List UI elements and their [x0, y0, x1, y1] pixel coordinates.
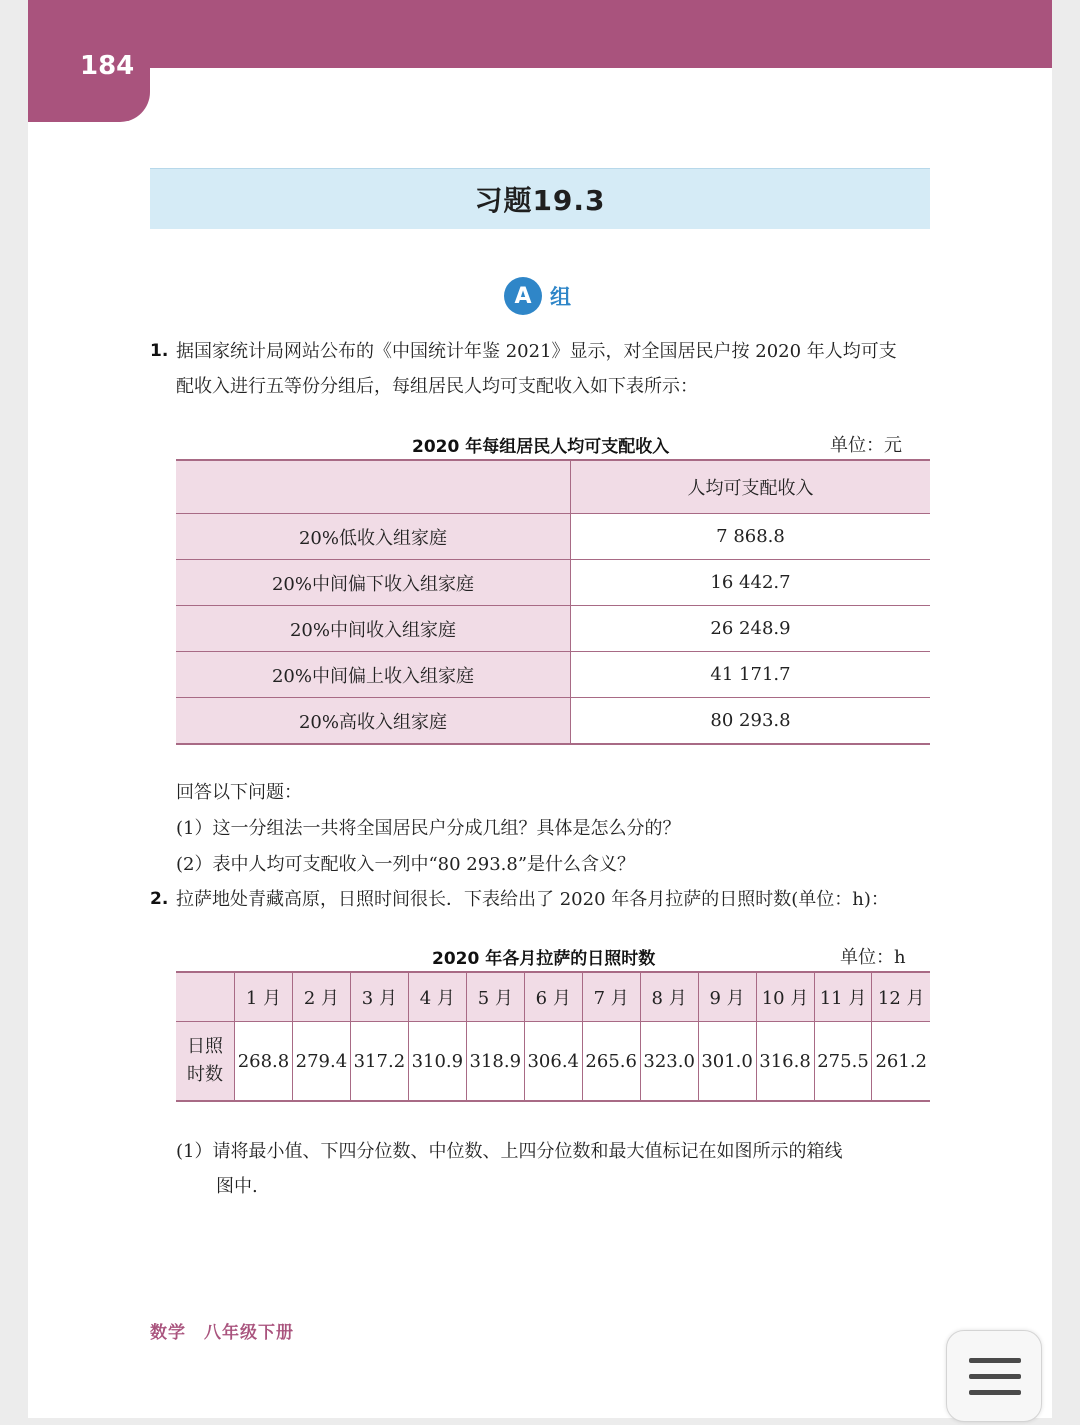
- income-group-cell: 20%低收入组家庭: [176, 514, 571, 560]
- table-row: [176, 652, 930, 698]
- question-2-sub-1-line-1: (1）请将最小值、下四分位数、中位数、上四分位数和最大值标记在如图所示的箱线: [176, 1141, 843, 1162]
- income-value-cell: 7 868.8: [571, 514, 931, 560]
- table-row: [176, 560, 930, 606]
- sunshine-month-row: [176, 972, 930, 1022]
- table-row: [176, 606, 930, 652]
- hamburger-menu-icon: [969, 1358, 1021, 1363]
- sunshine-row-label: [176, 1022, 235, 1102]
- table-row: [176, 514, 930, 560]
- month-header-cell: 10 月: [756, 972, 814, 1022]
- month-header-cell: 12 月: [872, 972, 930, 1022]
- sunshine-table-unit: 单位：h: [840, 947, 906, 968]
- question-2-sub-1-line-2: 图中.: [216, 1176, 258, 1197]
- section-title-bar: [150, 168, 930, 229]
- month-header-cell: 5 月: [466, 972, 524, 1022]
- question-1-line-1: 据国家统计局网站公布的《中国统计年鉴 2021》显示，对全国居民户按 2020 年人均可支: [176, 341, 897, 362]
- income-group-cell: 20%中间偏下收入组家庭: [176, 560, 571, 606]
- income-table-header-empty: [176, 460, 571, 514]
- question-1-sub-1: (1）这一分组法一共将全国居民户分成几组？具体是怎么分的？: [176, 818, 681, 839]
- sunshine-table: [176, 971, 930, 1102]
- month-header-cell: 1 月: [235, 972, 293, 1022]
- table-row: [176, 698, 930, 745]
- sunshine-corner-cell: [176, 972, 235, 1022]
- hours-cell: 310.9: [408, 1022, 466, 1102]
- month-header-cell: 7 月: [582, 972, 640, 1022]
- page-number: 184: [80, 51, 135, 81]
- income-value-cell: 26 248.9: [571, 606, 931, 652]
- question-1-line-2: 配收入进行五等份分组后，每组居民人均可支配收入如下表所示：: [176, 376, 698, 397]
- hamburger-menu-icon-line: [969, 1390, 1021, 1395]
- menu-button[interactable]: [946, 1330, 1042, 1422]
- group-badge: [504, 277, 571, 315]
- income-table-unit: 单位：元: [830, 435, 902, 456]
- income-table: [176, 459, 930, 745]
- income-value-cell: 41 171.7: [571, 652, 931, 698]
- hours-cell: 275.5: [814, 1022, 872, 1102]
- section-title: 习题19.3: [474, 184, 606, 217]
- group-letter-icon: A: [504, 277, 542, 315]
- question-2-number: 2.: [150, 889, 169, 909]
- hours-cell: 318.9: [466, 1022, 524, 1102]
- month-header-cell: 3 月: [350, 972, 408, 1022]
- month-header-cell: 2 月: [292, 972, 350, 1022]
- sunshine-hours-row: [176, 1022, 930, 1102]
- income-table-title: 2020 年每组居民人均可支配收入: [412, 437, 670, 457]
- income-group-cell: 20%中间收入组家庭: [176, 606, 571, 652]
- footer-book-title: 数学 八年级下册: [150, 1323, 294, 1343]
- hours-cell: 317.2: [350, 1022, 408, 1102]
- month-header-cell: 4 月: [408, 972, 466, 1022]
- sunshine-table-title: 2020 年各月拉萨的日照时数: [432, 949, 656, 969]
- income-group-cell: 20%高收入组家庭: [176, 698, 571, 745]
- hours-cell: 301.0: [698, 1022, 756, 1102]
- sunshine-row-label-line-2: 时数: [187, 1064, 223, 1085]
- month-header-cell: 11 月: [814, 972, 872, 1022]
- hours-cell: 268.8: [235, 1022, 293, 1102]
- month-header-cell: 8 月: [640, 972, 698, 1022]
- hours-cell: 316.8: [756, 1022, 814, 1102]
- hours-cell: 265.6: [582, 1022, 640, 1102]
- question-2-line-1: 拉萨地处青藏高原，日照时间很长．下表给出了 2020 年各月拉萨的日照时数(单位：h)：: [176, 889, 889, 910]
- month-header-cell: 9 月: [698, 972, 756, 1022]
- header-band: [28, 0, 1052, 68]
- hours-cell: 323.0: [640, 1022, 698, 1102]
- income-value-cell: 16 442.7: [571, 560, 931, 606]
- income-value-cell: 80 293.8: [571, 698, 931, 745]
- hamburger-menu-icon-line: [969, 1374, 1021, 1379]
- sunshine-row-label-line-1: 日照: [187, 1036, 223, 1057]
- hours-cell: 306.4: [524, 1022, 582, 1102]
- hours-cell: 279.4: [292, 1022, 350, 1102]
- group-label: 组: [550, 285, 571, 309]
- hours-cell: 261.2: [872, 1022, 930, 1102]
- question-1-number: 1.: [150, 341, 169, 361]
- question-1-prompt: 回答以下问题：: [176, 782, 302, 803]
- income-table-header-row: [176, 460, 930, 514]
- income-table-header-income: 人均可支配收入: [571, 460, 931, 514]
- question-1-sub-2: (2）表中人均可支配收入一列中“80 293.8”是什么含义？: [176, 854, 636, 875]
- income-group-cell: 20%中间偏上收入组家庭: [176, 652, 571, 698]
- month-header-cell: 6 月: [524, 972, 582, 1022]
